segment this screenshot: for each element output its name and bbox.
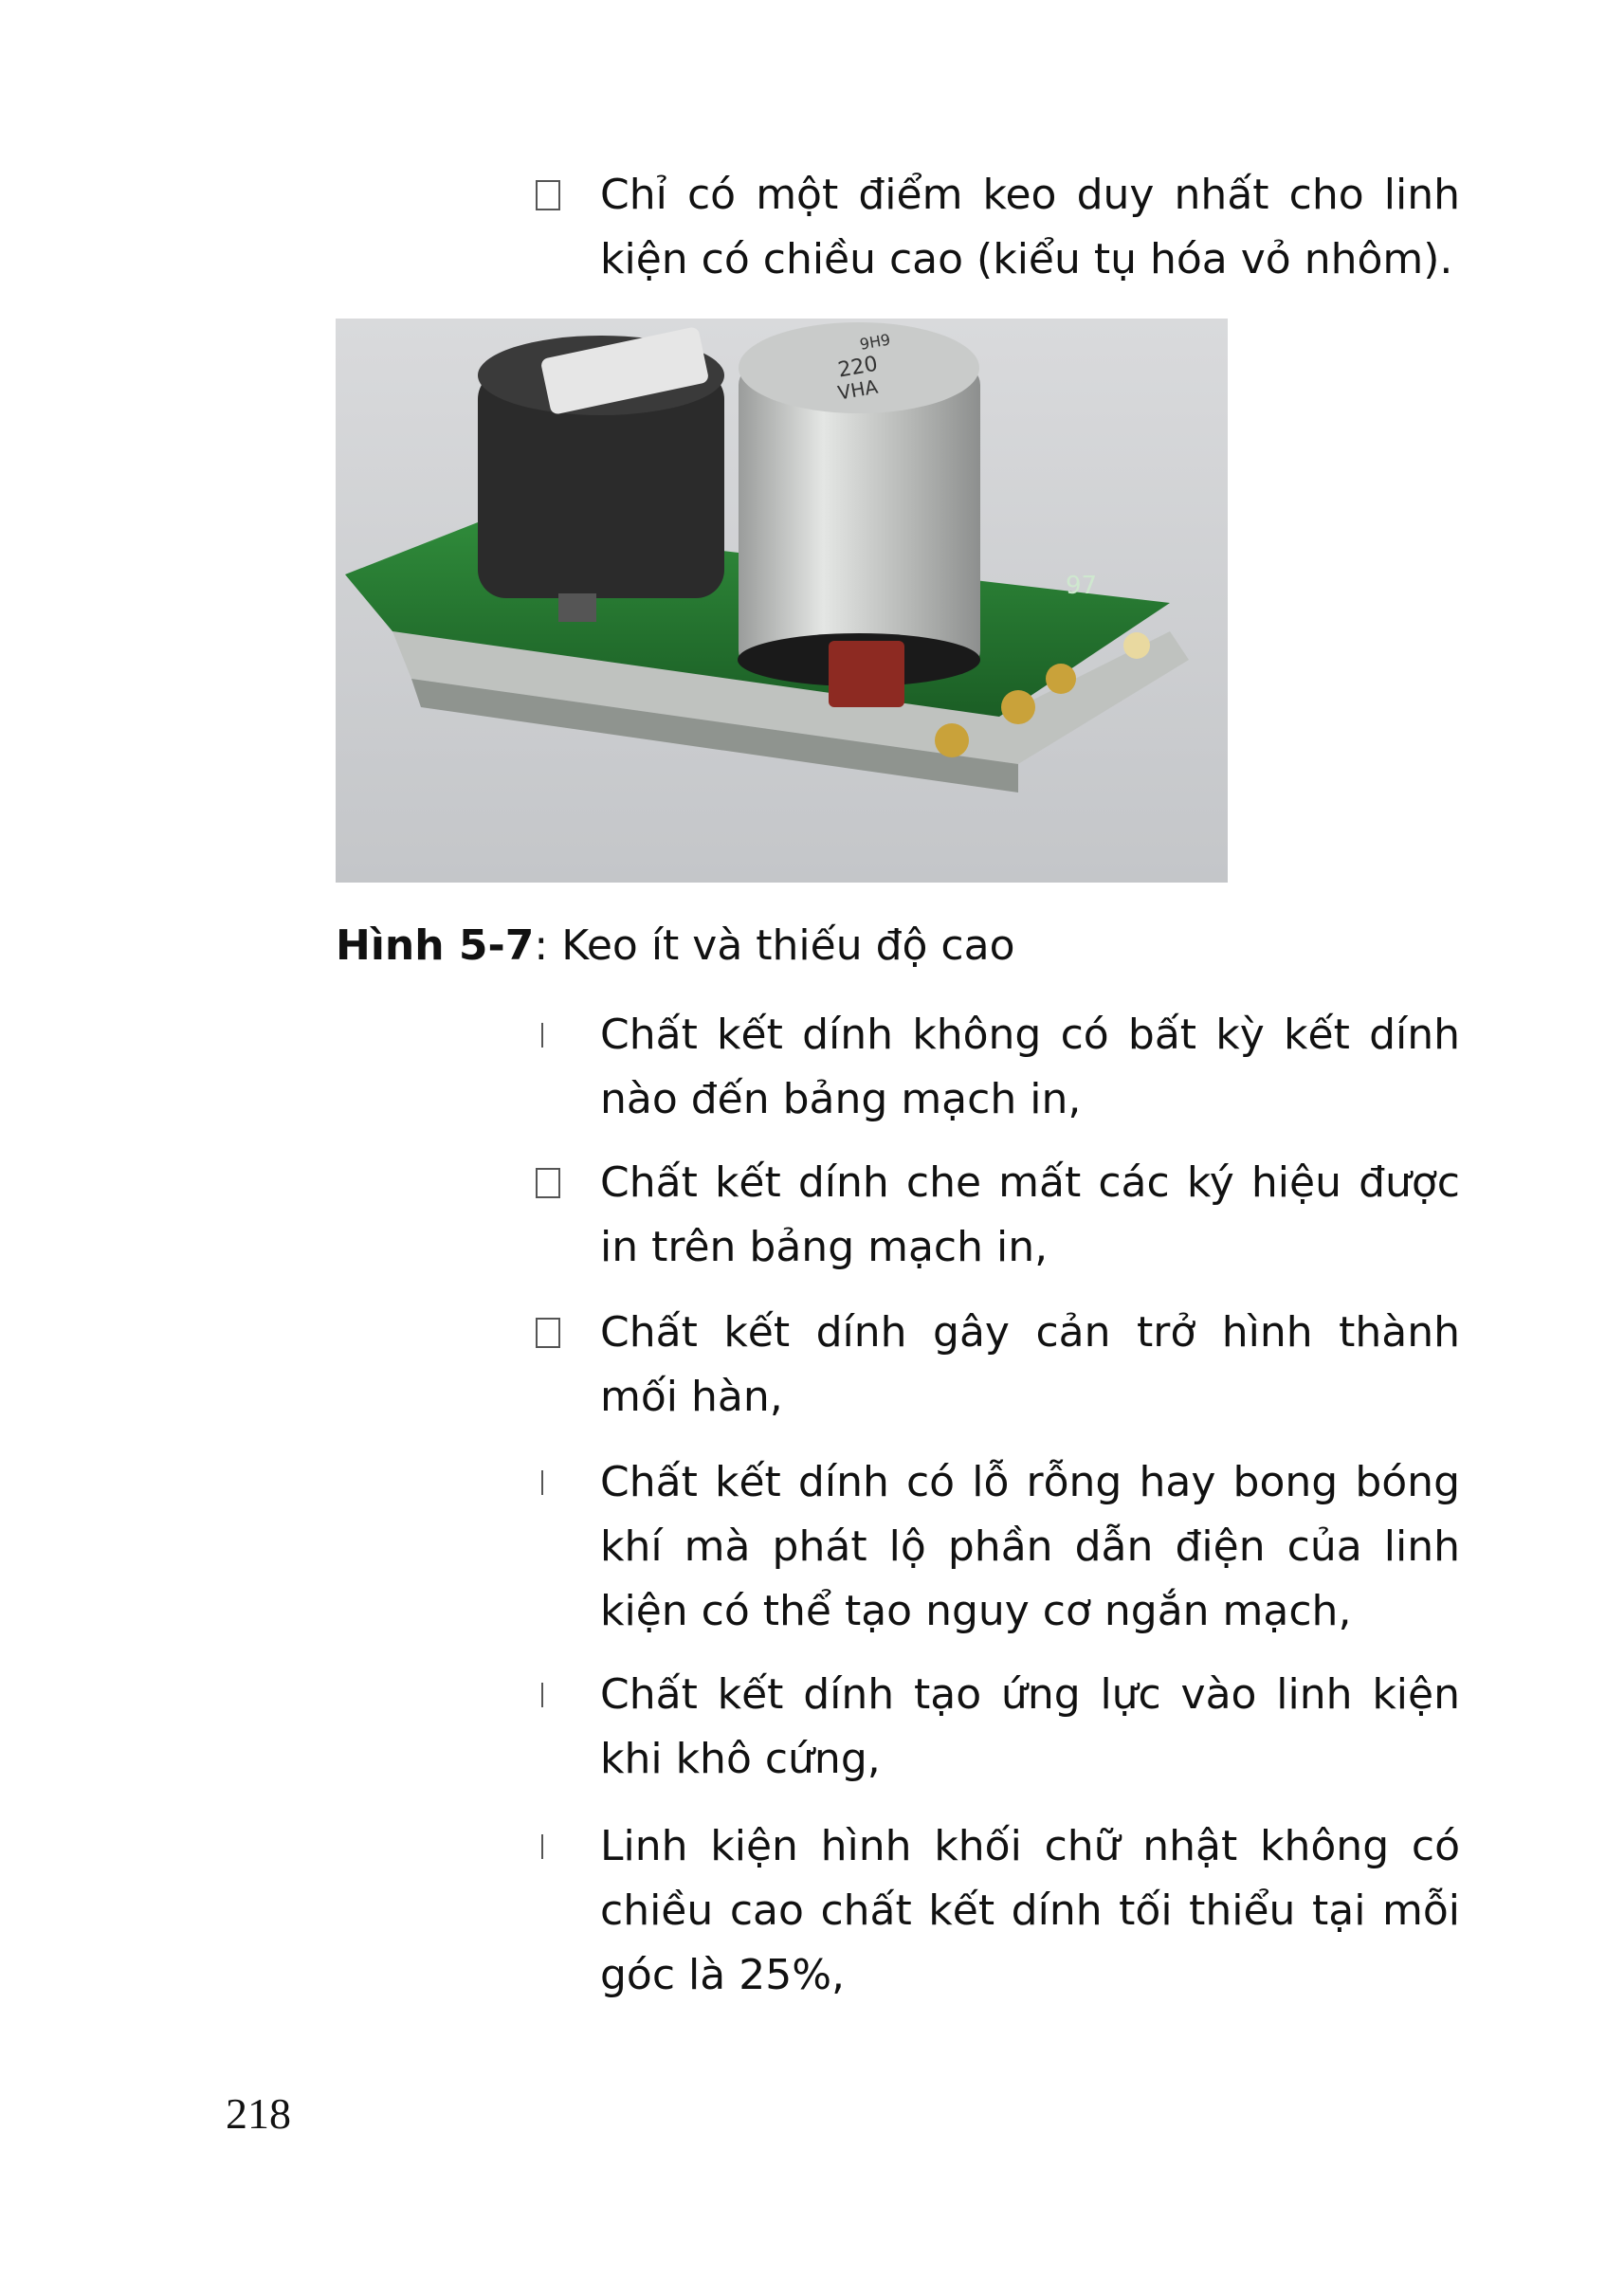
bullet-text: Chất kết dính có lỗ rỗng hay bong bóng khí mà phát lộ phần dẫn điện của linh kiện có thể tạo nguy cơ ngắn mạch, xyxy=(600,1458,1460,1635)
capacitor-marking: VHA xyxy=(835,374,880,405)
bullet-box-marker xyxy=(536,163,600,292)
bullet-item xyxy=(536,1003,1460,1132)
page-number: 218 xyxy=(226,2089,291,2138)
bullet-item xyxy=(536,1450,1460,1644)
bullet-item xyxy=(536,1301,1460,1430)
bullet-text: Chỉ có một điểm keo duy nhất cho linh kiện có chiều cao (kiểu tụ hóa vỏ nhôm). xyxy=(600,171,1460,283)
bullet-text: Chất kết dính tạo ứng lực vào linh kiện khi khô cứng, xyxy=(600,1670,1460,1783)
bullet-bar-marker xyxy=(536,1663,600,1792)
bullet-bar-marker xyxy=(536,1814,600,2008)
bullet-item xyxy=(536,163,1460,292)
figure-caption xyxy=(336,914,1015,978)
bullet-bar-marker xyxy=(536,1003,600,1132)
bullet-box-marker xyxy=(536,1301,600,1430)
bullet-item xyxy=(536,1663,1460,1792)
bullet-text: Chất kết dính che mất các ký hiệu được in trên bảng mạch in, xyxy=(600,1158,1460,1271)
bullet-bar-marker xyxy=(536,1450,600,1644)
capacitor-marking: 9H9 xyxy=(858,330,892,354)
board-marking: 97 xyxy=(1066,572,1098,600)
pcb-module-photo xyxy=(336,319,1228,883)
bullet-text: Chất kết dính gây cản trở hình thành mối hàn, xyxy=(600,1308,1460,1421)
bullet-text: Linh kiện hình khối chữ nhật không có chiều cao chất kết dính tối thiểu tại mỗi góc là 25%, xyxy=(600,1822,1460,1999)
bullet-item xyxy=(536,1814,1460,2008)
caption-text: Keo ít và thiếu độ cao xyxy=(561,921,1015,970)
capacitor-marking: 220 xyxy=(836,352,880,383)
bullet-item xyxy=(536,1151,1460,1280)
figure-label: Hình 5-7 xyxy=(336,921,535,970)
caption-separator: : xyxy=(534,921,562,970)
bullet-box-marker xyxy=(536,1151,600,1280)
bullet-text: Chất kết dính không có bất kỳ kết dính nào đến bảng mạch in, xyxy=(600,1011,1460,1123)
